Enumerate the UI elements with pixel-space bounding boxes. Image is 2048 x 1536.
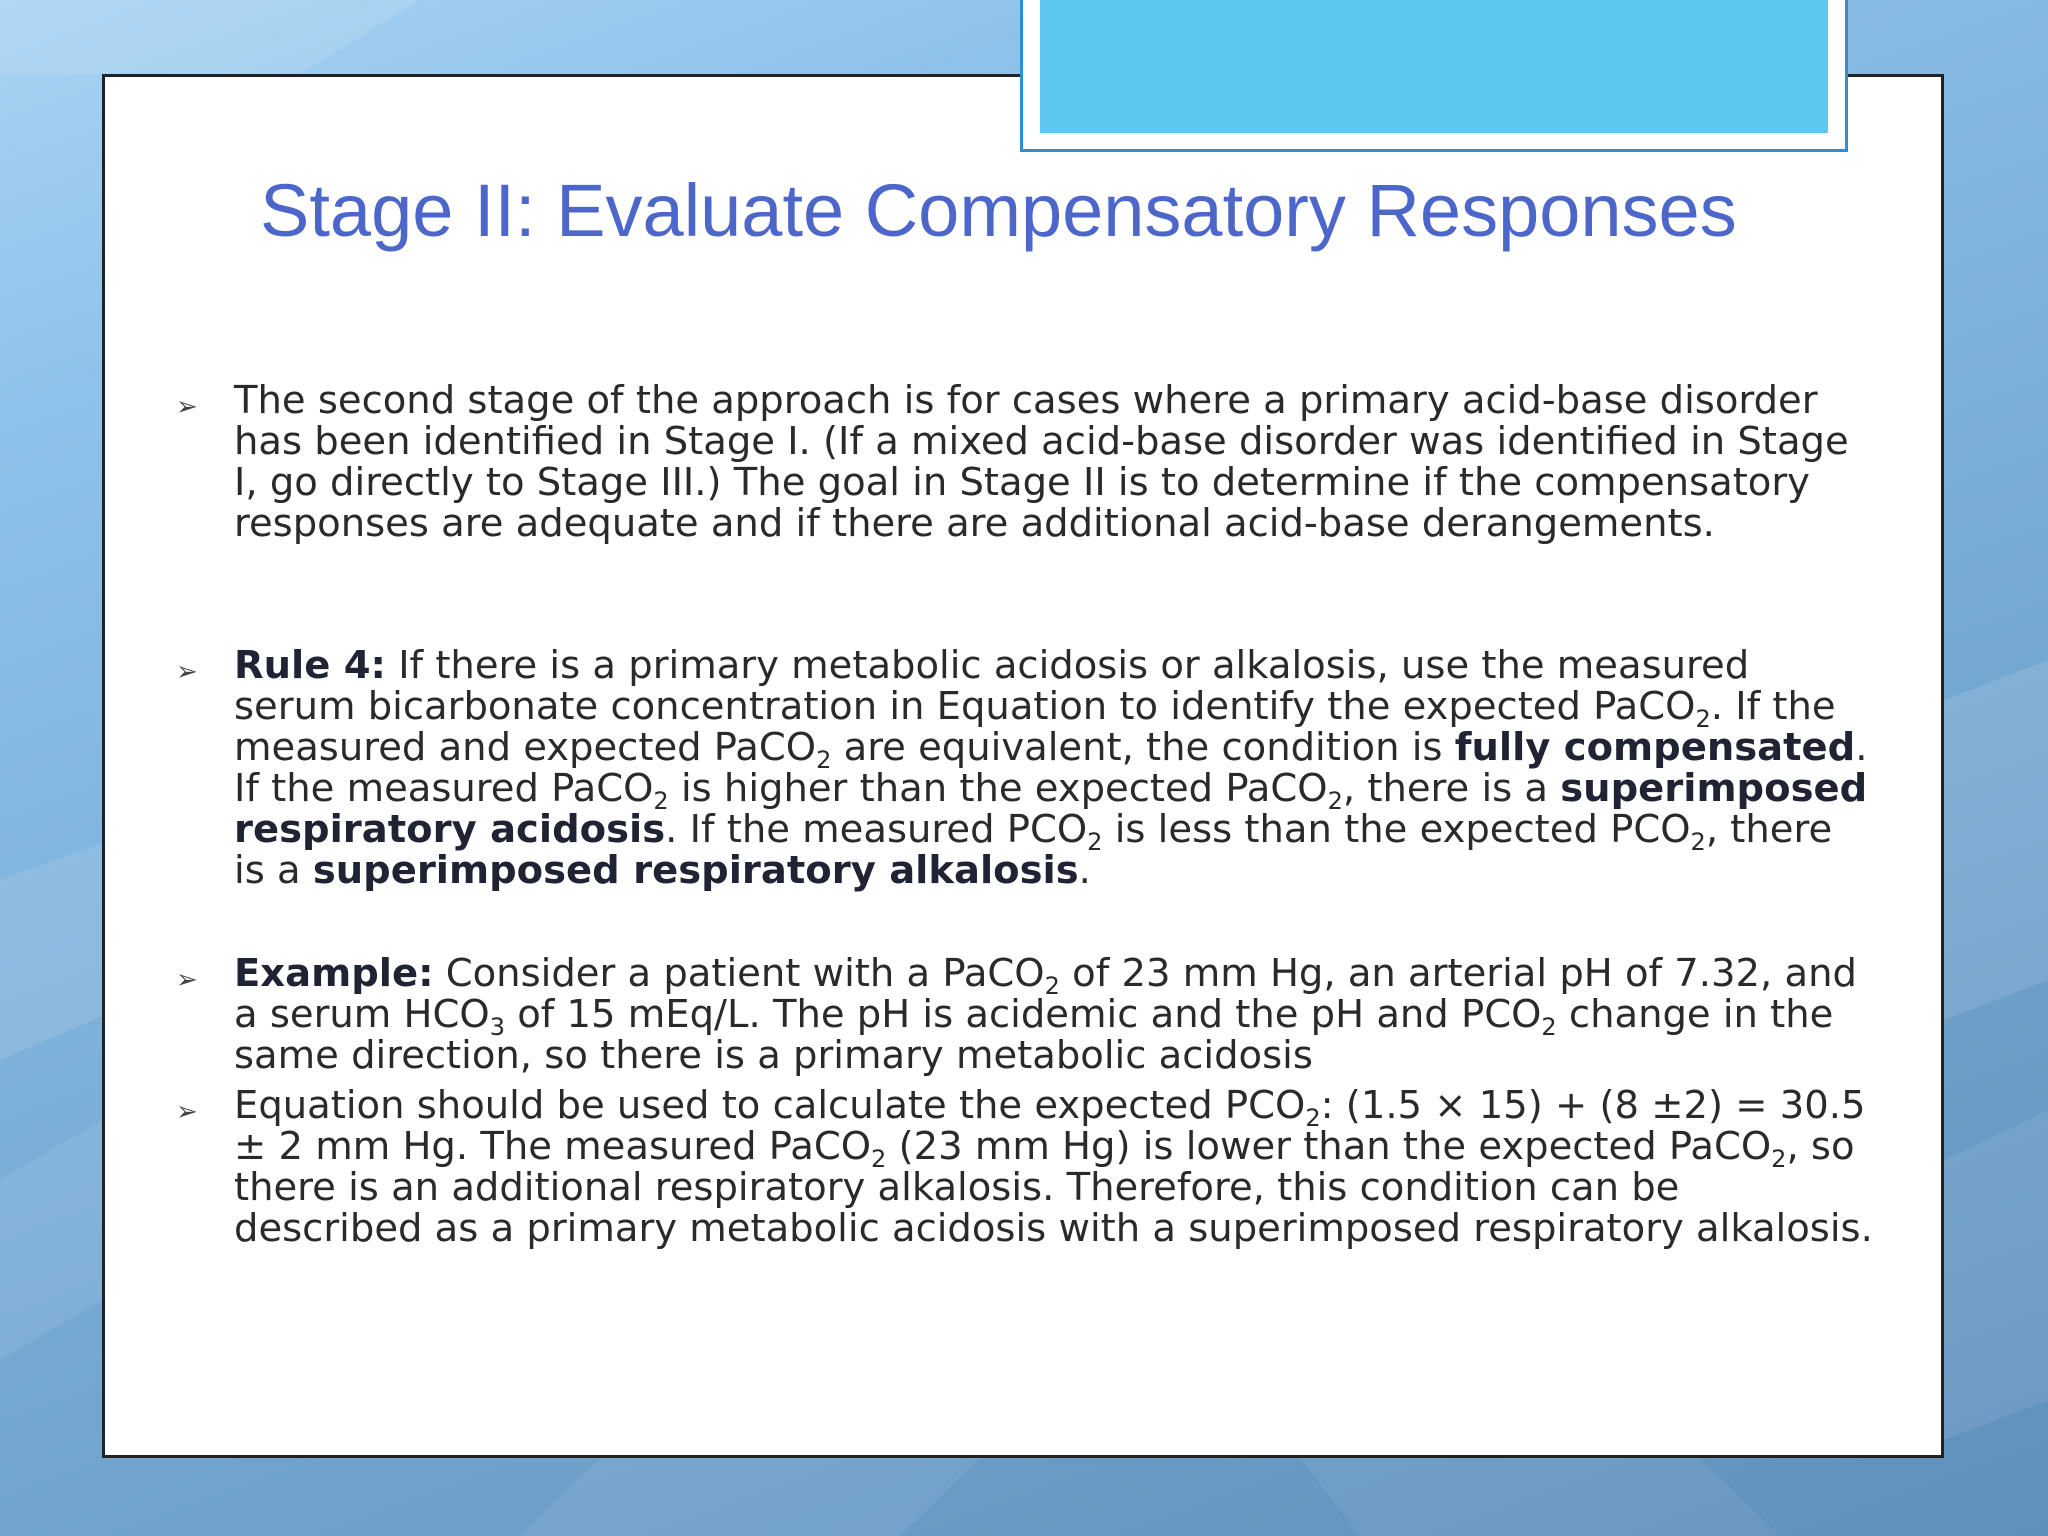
bold-text: Rule 4: [234,643,386,688]
arrow-bullet-icon: ➢ [176,392,198,422]
arrow-bullet-icon: ➢ [176,965,198,995]
subscript: 2 [1087,828,1103,856]
subscript: 3 [489,1013,505,1041]
text-run: , there is a [234,807,1833,893]
text-run: are equivalent, the condition is [831,725,1455,770]
subscript: 2 [816,746,832,774]
bold-text: superimposed respiratory acidosis [234,766,1868,852]
text-run: (23 mm Hg) is lower than the expected PaCO [886,1124,1772,1169]
bold-text: superimposed respiratory alkalosis [312,848,1079,893]
subscript: 2 [1695,705,1711,733]
text-run: The second stage of the approach is for cases where a primary acid-base disorder has been identified in Stage I. (If a mixed acid-base disorder was identified in Stage I, go directly to Stage III.) The goal in Stage II is to determine if the compensatory responses are adequate and if there are additional acid-base derangements. [234,378,1849,546]
bullet-text [234,380,1874,544]
subscript: 2 [1327,787,1343,815]
text-run: Consider a patient with a PaCO [433,951,1045,996]
subscript: 2 [871,1145,887,1173]
text-run: : (1.5 × 15) + (8 ±2) = 30.5 ± 2 mm Hg. The measured PaCO [234,1083,1866,1169]
text-run: , so there is an additional respiratory alkalosis. Therefore, this condition can be described as a primary metabolic acidosis with a superimposed respiratory alkalosis. [234,1124,1873,1251]
bullet-text [234,953,1874,1076]
text-run: . [1078,848,1091,893]
subscript: 2 [1044,972,1060,1000]
bold-text: fully compensated [1454,725,1856,770]
bold-text: Example: [234,951,434,996]
bullet-text [234,645,1874,891]
arrow-bullet-icon: ➢ [176,657,198,687]
text-run: . If the measured PaCO [234,725,1868,811]
bullet-text [234,1085,1874,1249]
subscript: 2 [1541,1013,1557,1041]
text-run: Equation should be used to calculate the expected PCO [234,1083,1306,1128]
text-run: . If the measured PCO [665,807,1088,852]
text-run: of 15 mEq/L. The pH is acidemic and the pH and PCO [504,992,1542,1037]
text-run: . If the measured and expected PaCO [234,684,1836,770]
arrow-bullet-icon: ➢ [176,1097,198,1127]
subscript: 2 [1771,1145,1787,1173]
subscript: 2 [653,787,669,815]
text-run: is less than the expected PCO [1102,807,1691,852]
subscript: 2 [1305,1104,1321,1132]
text-run: If there is a primary metabolic acidosis or alkalosis, use the measured serum bicarbonate concentration in Equation to identify the expected PaCO [234,643,1750,729]
slide-title: Stage II: Evaluate Compensatory Responses [260,169,1737,252]
text-run: , there is a [1342,766,1561,811]
text-run: change in the same direction, so there is a primary metabolic acidosis [234,992,1834,1078]
text-run: is higher than the expected PaCO [668,766,1328,811]
subscript: 2 [1690,828,1706,856]
text-run: of 23 mm Hg, an arterial pH of 7.32, and a serum HCO [234,951,1857,1037]
